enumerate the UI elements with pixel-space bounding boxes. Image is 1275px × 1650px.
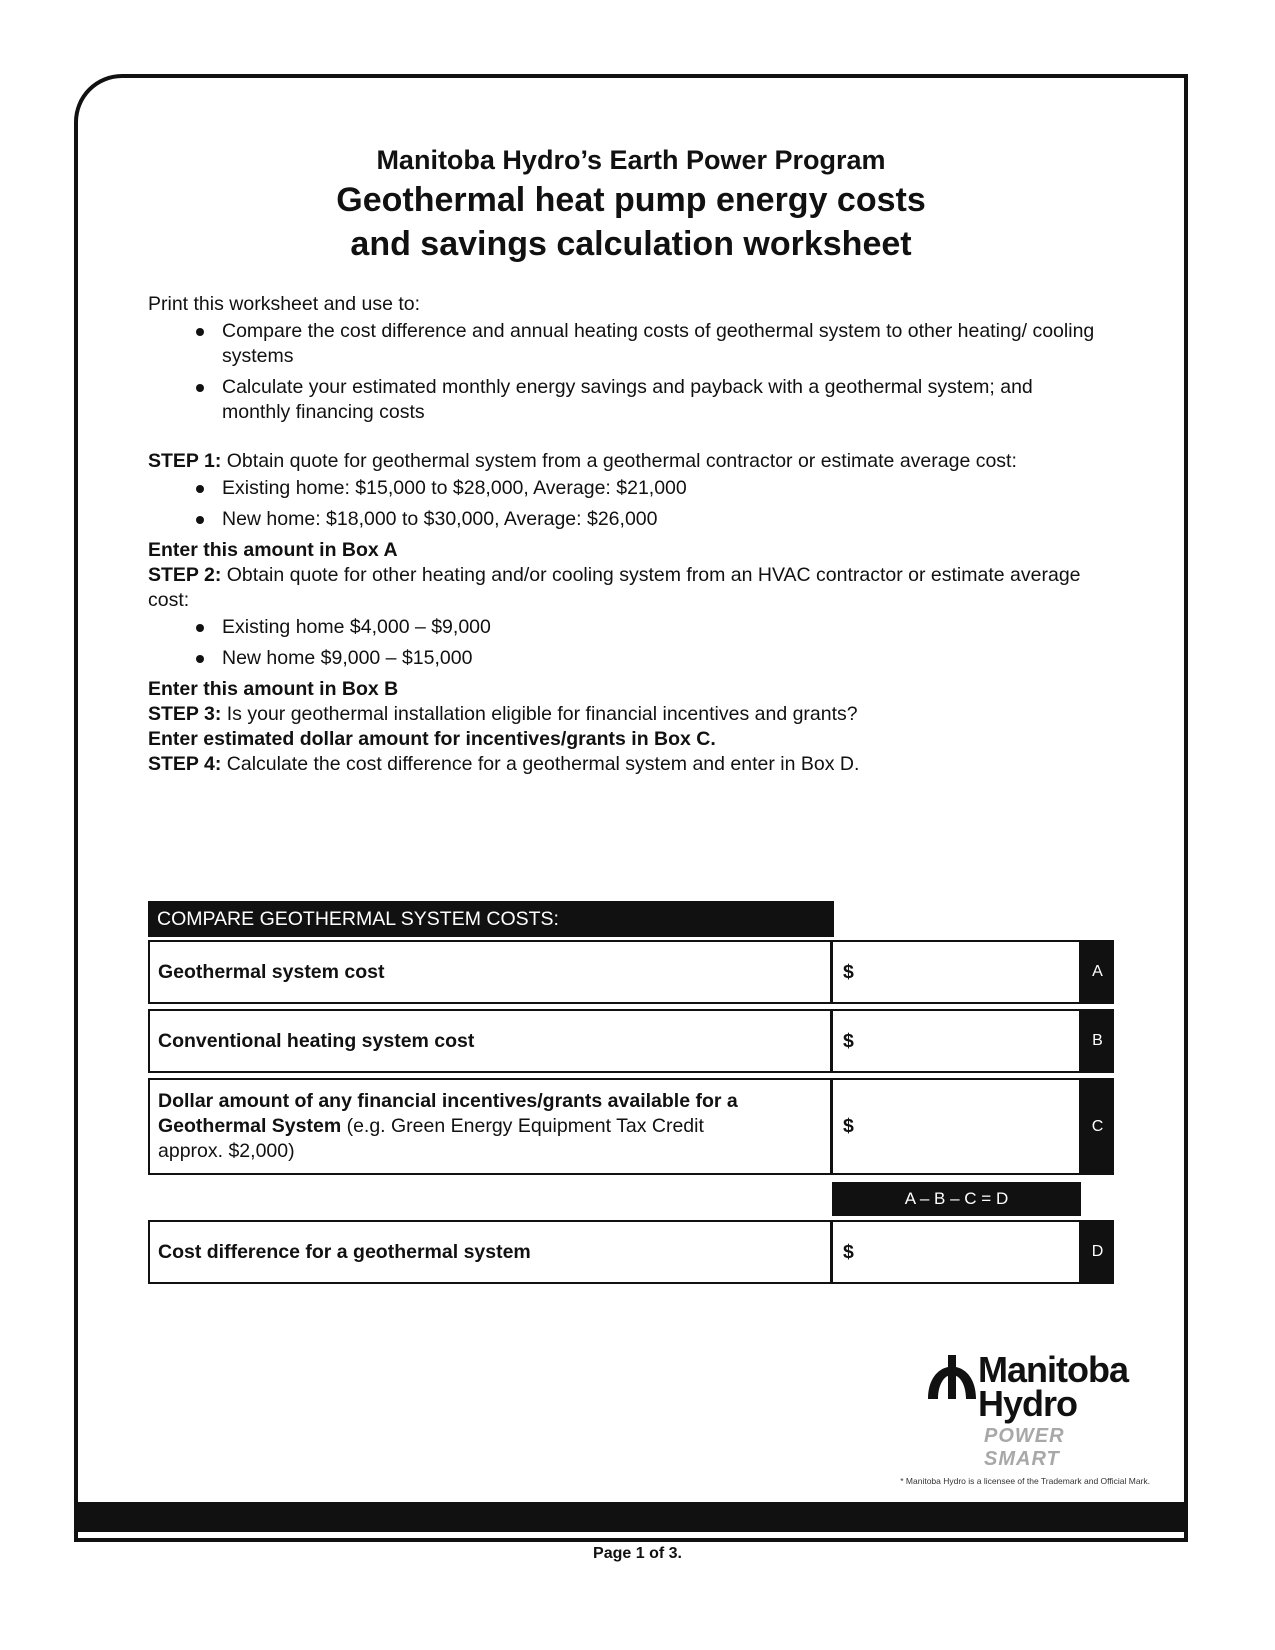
box-c-input[interactable]: $: [832, 1078, 1081, 1175]
hydro-tower-icon: [924, 1353, 980, 1401]
row-c-label: [148, 1078, 832, 1175]
page-number: Page 1 of 3.: [593, 1545, 682, 1562]
step-1-bullets: [148, 476, 1098, 532]
intro-bullets: [148, 319, 1098, 425]
step-4: [148, 752, 1098, 777]
step-1-enter: Enter this amount in Box A: [148, 539, 398, 561]
program-name: Manitoba Hydro’s Earth Power Program: [376, 145, 886, 175]
step-4-text: Calculate the cost difference for a geothermal system and enter in Box D.: [221, 753, 860, 775]
logo-line-2: Hydro: [978, 1383, 1078, 1424]
list-item: New home $9,000 – $15,000: [222, 646, 1098, 671]
list-item: Compare the cost difference and annual heating costs of geothermal system to other heating/ cooling systems: [222, 319, 1098, 369]
table-row-d: [148, 1220, 1114, 1284]
row-c-label-bold: Dollar amount of any financial incentives/grants available for a Geothermal System: [158, 1090, 738, 1137]
table-heading: COMPARE GEOTHERMAL SYSTEM COSTS:: [148, 901, 834, 937]
box-c-letter: C: [1081, 1078, 1114, 1175]
step-1-text: Obtain quote for geothermal system from a geothermal contractor or estimate average cost:: [221, 450, 1017, 472]
row-b-label: Conventional heating system cost: [148, 1009, 832, 1073]
row-d-label: Cost difference for a geothermal system: [148, 1220, 832, 1284]
row-c-label-note: (e.g. Green Energy Equipment Tax Credit approx. $2,000): [158, 1115, 704, 1162]
table-row-a: [148, 940, 1114, 1004]
intro-lead: Print this worksheet and use to:: [148, 293, 421, 315]
list-item: Calculate your estimated monthly energy savings and payback with a geothermal system; and monthly financing costs: [222, 375, 1098, 425]
step-2-label: STEP 2:: [148, 564, 222, 586]
step-3-label: STEP 3:: [148, 703, 222, 725]
box-a-input[interactable]: $: [832, 940, 1081, 1004]
box-d-letter: D: [1081, 1220, 1114, 1284]
trademark-note: * Manitoba Hydro is a licensee of the Trademark and Official Mark.: [900, 1476, 1150, 1486]
logo-wordmark: [978, 1349, 1128, 1424]
step-2-enter: Enter this amount in Box B: [148, 678, 399, 700]
step-1: [148, 449, 1098, 474]
list-item: Existing home: $15,000 to $28,000, Average: $21,000: [222, 476, 1098, 501]
logo-tagline: POWER SMART: [984, 1425, 1065, 1470]
step-3-text: Is your geothermal installation eligible for financial incentives and grants?: [221, 703, 858, 725]
box-b-input[interactable]: $: [832, 1009, 1081, 1073]
instructions: [148, 292, 1098, 777]
step-2-text: Obtain quote for other heating and/or cooling system from an HVAC contractor or estimate average cost:: [148, 564, 1081, 611]
box-b-letter: B: [1081, 1009, 1114, 1073]
logo-line-1: Manitoba: [978, 1349, 1128, 1390]
step-3-enter: Enter estimated dollar amount for incentives/grants in Box C.: [148, 728, 716, 750]
step-3: [148, 702, 1098, 727]
title-block: [74, 142, 1188, 266]
list-item: New home: $18,000 to $30,000, Average: $26,000: [222, 507, 1098, 532]
page-title-line2: and savings calculation worksheet: [350, 225, 912, 263]
table-row-b: [148, 1009, 1114, 1073]
list-item: Existing home $4,000 – $9,000: [222, 615, 1098, 640]
step-1-label: STEP 1:: [148, 450, 222, 472]
manitoba-hydro-logo: [924, 1349, 1144, 1470]
page-title-line1: Geothermal heat pump energy costs: [336, 181, 926, 219]
formula-label: A – B – C = D: [832, 1182, 1081, 1216]
box-a-letter: A: [1081, 940, 1114, 1004]
box-d-input[interactable]: $: [832, 1220, 1081, 1284]
step-4-label: STEP 4:: [148, 753, 222, 775]
table-row-c: [148, 1078, 1114, 1175]
row-a-label: Geothermal system cost: [148, 940, 832, 1004]
step-2-bullets: [148, 615, 1098, 671]
footer-bar: [74, 1502, 1188, 1532]
step-2: [148, 563, 1098, 613]
